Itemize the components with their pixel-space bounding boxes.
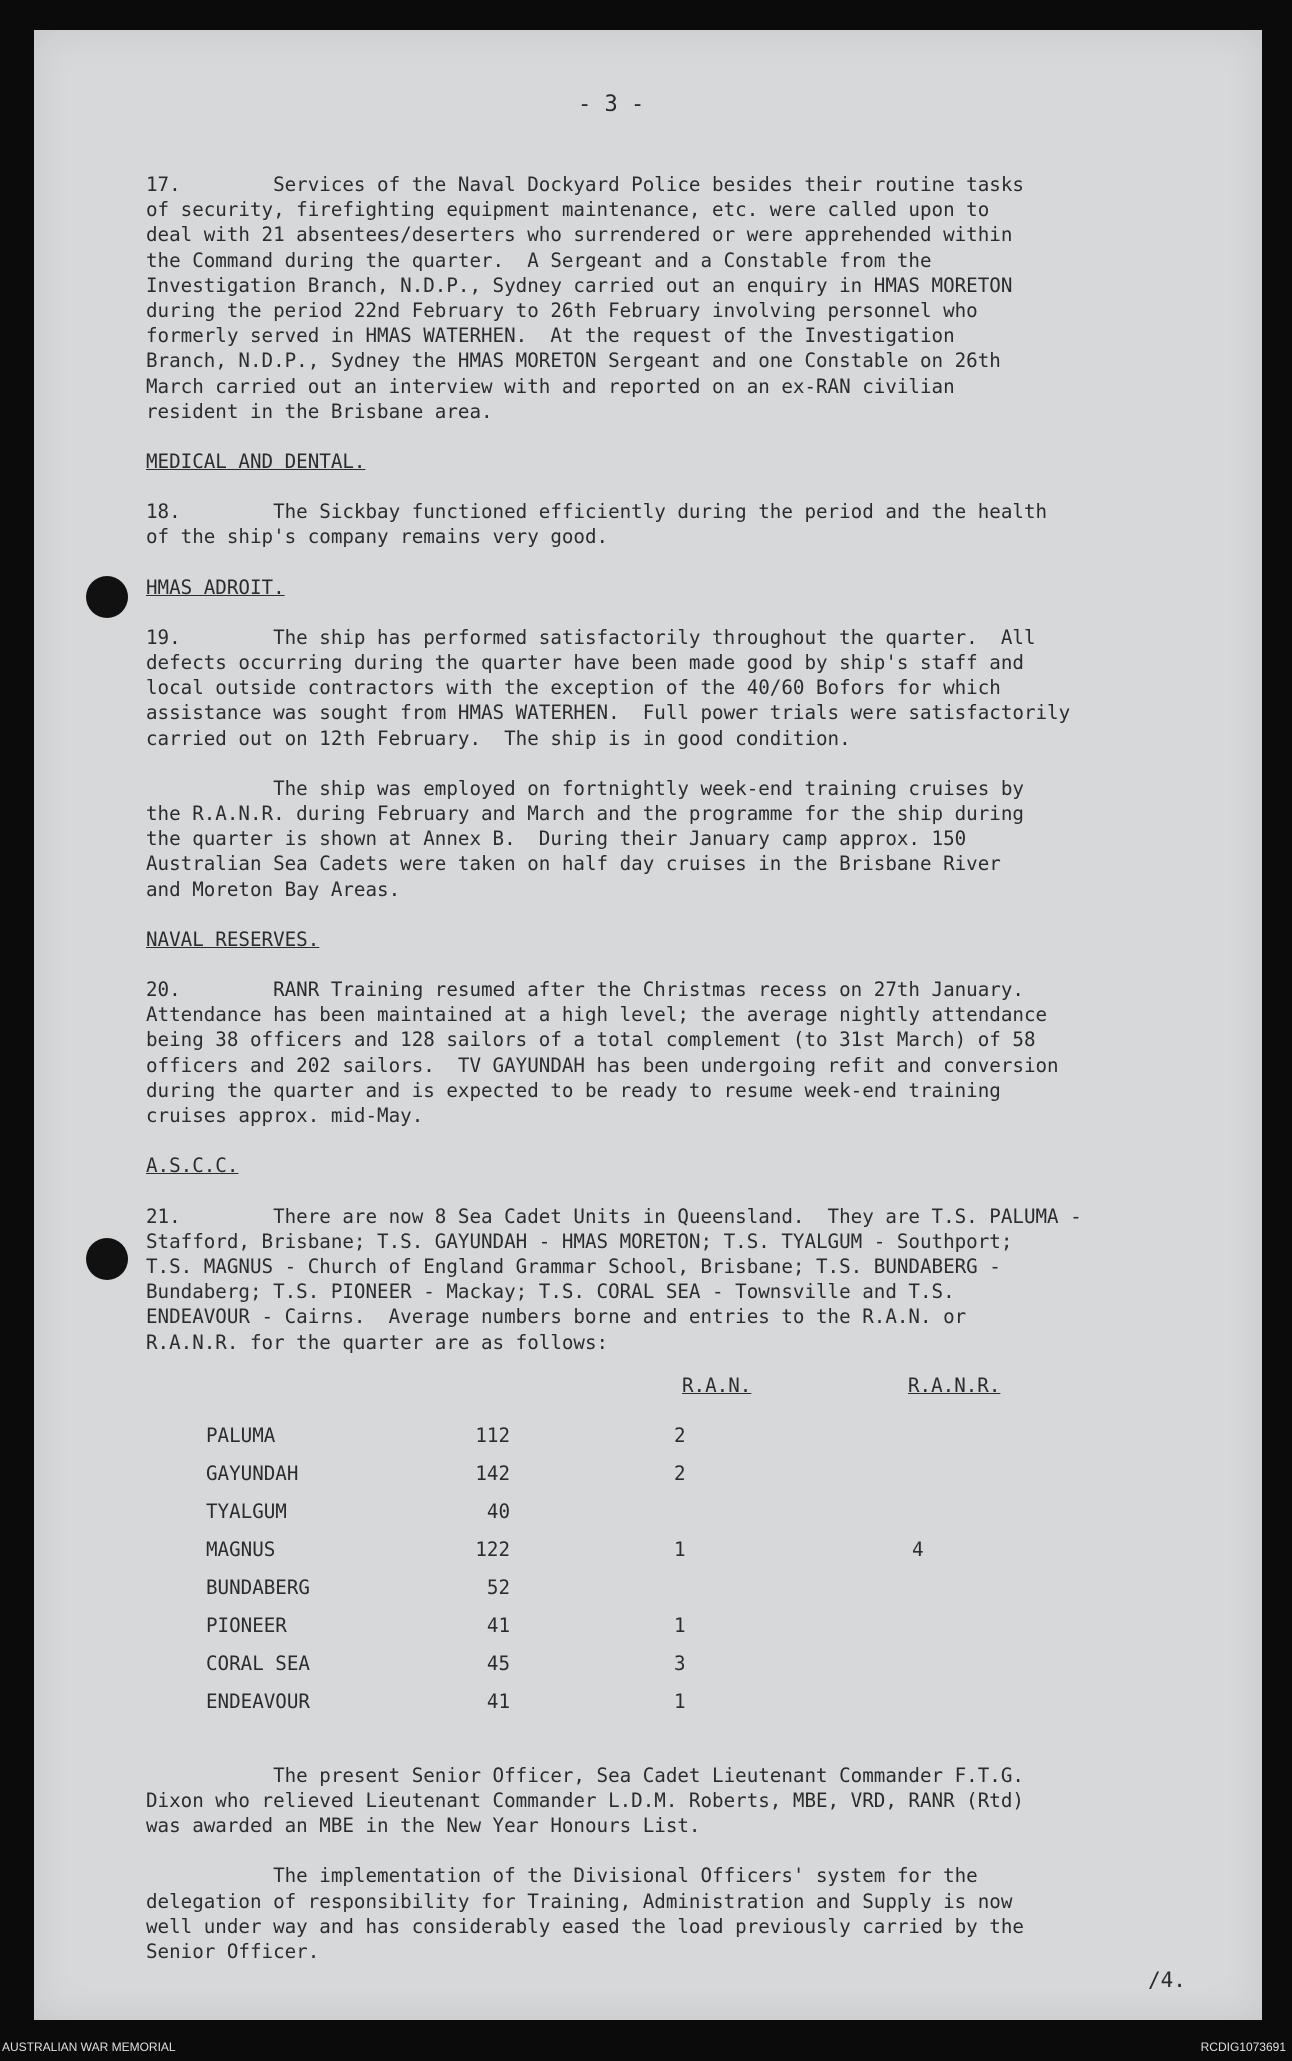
footer-bar xyxy=(0,2031,1292,2061)
next-page-marker: /4. xyxy=(1148,1968,1186,1992)
paragraph-17: 17. Services of the Naval Dockyard Police besides their routine tasks of security, firefighting equipment maintenance, etc. were called upon to deal with 21 absentees/deserters who surrendered or were apprehended within the Command during the quarter. A Sergeant and a Constable from the Investigation Branch, N.D.P., Sydney carried out an enquiry in HMAS MORETON during the period 22nd February to 26th February involving personnel who formerly served in HMAS WATERHEN. At the request of the Investigation Branch, N.D.P., Sydney the HMAS MORETON Sergeant and one Constable on 26th March carried out an interview with and reported on an ex-RAN civilian resident in the Brisbane area. xyxy=(146,173,1024,423)
table-row: MAGNUS 122 1 4 xyxy=(206,1537,924,1561)
column-header-ran: R.A.N. xyxy=(682,1373,752,1397)
paragraph-19b: The ship was employed on fortnightly week-end training cruises by the R.A.N.R. during February and March and the programme for the ship during the quarter is shown at Annex B. During their January camp approx. 150 Australian Sea Cadets were taken on half day cruises in the Brisbane River and Moreton Bay Areas. xyxy=(146,776,1024,901)
paragraph-20: 20. RANR Training resumed after the Christmas recess on 27th January. Attendance has been maintained at a high level; the average nightly attendance being 38 officers and 128 sailors of a total complement (to 31st March) of 58 officers and 202 sailors. TV GAYUNDAH has been undergoing refit and conversion during the quarter and is expected to be ready to resume week-end training cruises approx. mid-May. xyxy=(146,978,1059,1128)
table-row: GAYUNDAH 142 2 xyxy=(206,1461,686,1485)
paragraph-21: 21. There are now 8 Sea Cadet Units in Queensland. They are T.S. PALUMA - Stafford, Brisbane; T.S. GAYUNDAH - HMAS MORETON; T.S. TYALGUM - Southport; T.S. MAGNUS - Church of England Grammar School, Brisbane; T.S. BUNDABERG - Bundaberg; T.S. PIONEER - Mackay; T.S. CORAL SEA - Townsville and T.S. ENDEAVOUR - Cairns. Average numbers borne and entries to the R.A.N. or R.A.N.R. for the quarter are as follows: xyxy=(146,1204,1082,1354)
column-header-ranr: R.A.N.R. xyxy=(908,1373,1001,1397)
heading-ascc: A.S.C.C. xyxy=(146,1154,239,1178)
table-row: PALUMA 112 2 xyxy=(206,1423,686,1447)
table-row: PIONEER 41 1 xyxy=(206,1613,686,1637)
table-row: TYALGUM 40 xyxy=(206,1499,510,1523)
footer-record-id: RCDIG1073691 xyxy=(1200,2040,1286,2054)
paragraph-19: 19. The ship has performed satisfactorily throughout the quarter. All defects occurring during the quarter have been made good by ship's staff and local outside contractors with the exception of the 40/60 Bofors for which assistance was sought from HMAS WATERHEN. Full power trials were satisfactorily carried out on 12th February. The ship is in good condition. xyxy=(146,625,1071,750)
heading-medical-dental: MEDICAL AND DENTAL. xyxy=(146,450,366,474)
table-row: CORAL SEA 45 3 xyxy=(206,1651,686,1675)
footer-source-label: AUSTRALIAN WAR MEMORIAL xyxy=(2,2040,176,2054)
punch-hole xyxy=(86,1238,128,1280)
sea-cadet-units-table xyxy=(146,1373,1186,1763)
paragraph-23: The implementation of the Divisional Officers' system for the delegation of responsibility for Training, Administration and Supply is now well under way and has considerably eased the load previously carried by the Senior Officer. xyxy=(146,1864,1024,1963)
page-number: - 3 - xyxy=(578,92,645,117)
punch-hole xyxy=(86,576,128,618)
paragraph-22: The present Senior Officer, Sea Cadet Lieutenant Commander F.T.G. Dixon who relieved Lieutenant Commander L.D.M. Roberts, MBE, VRD, RANR (Rtd) was awarded an MBE in the New Year Honours List. xyxy=(146,1763,1024,1838)
paragraph-18: 18. The Sickbay functioned efficiently during the period and the health of the ship's company remains very good. xyxy=(146,500,1048,549)
heading-naval-reserves: NAVAL RESERVES. xyxy=(146,927,320,951)
table-row: BUNDABERG 52 xyxy=(206,1575,510,1599)
table-row: ENDEAVOUR 41 1 xyxy=(206,1689,686,1713)
document-body xyxy=(146,172,1186,1964)
heading-hmas-adroit: HMAS ADROIT. xyxy=(146,575,285,599)
